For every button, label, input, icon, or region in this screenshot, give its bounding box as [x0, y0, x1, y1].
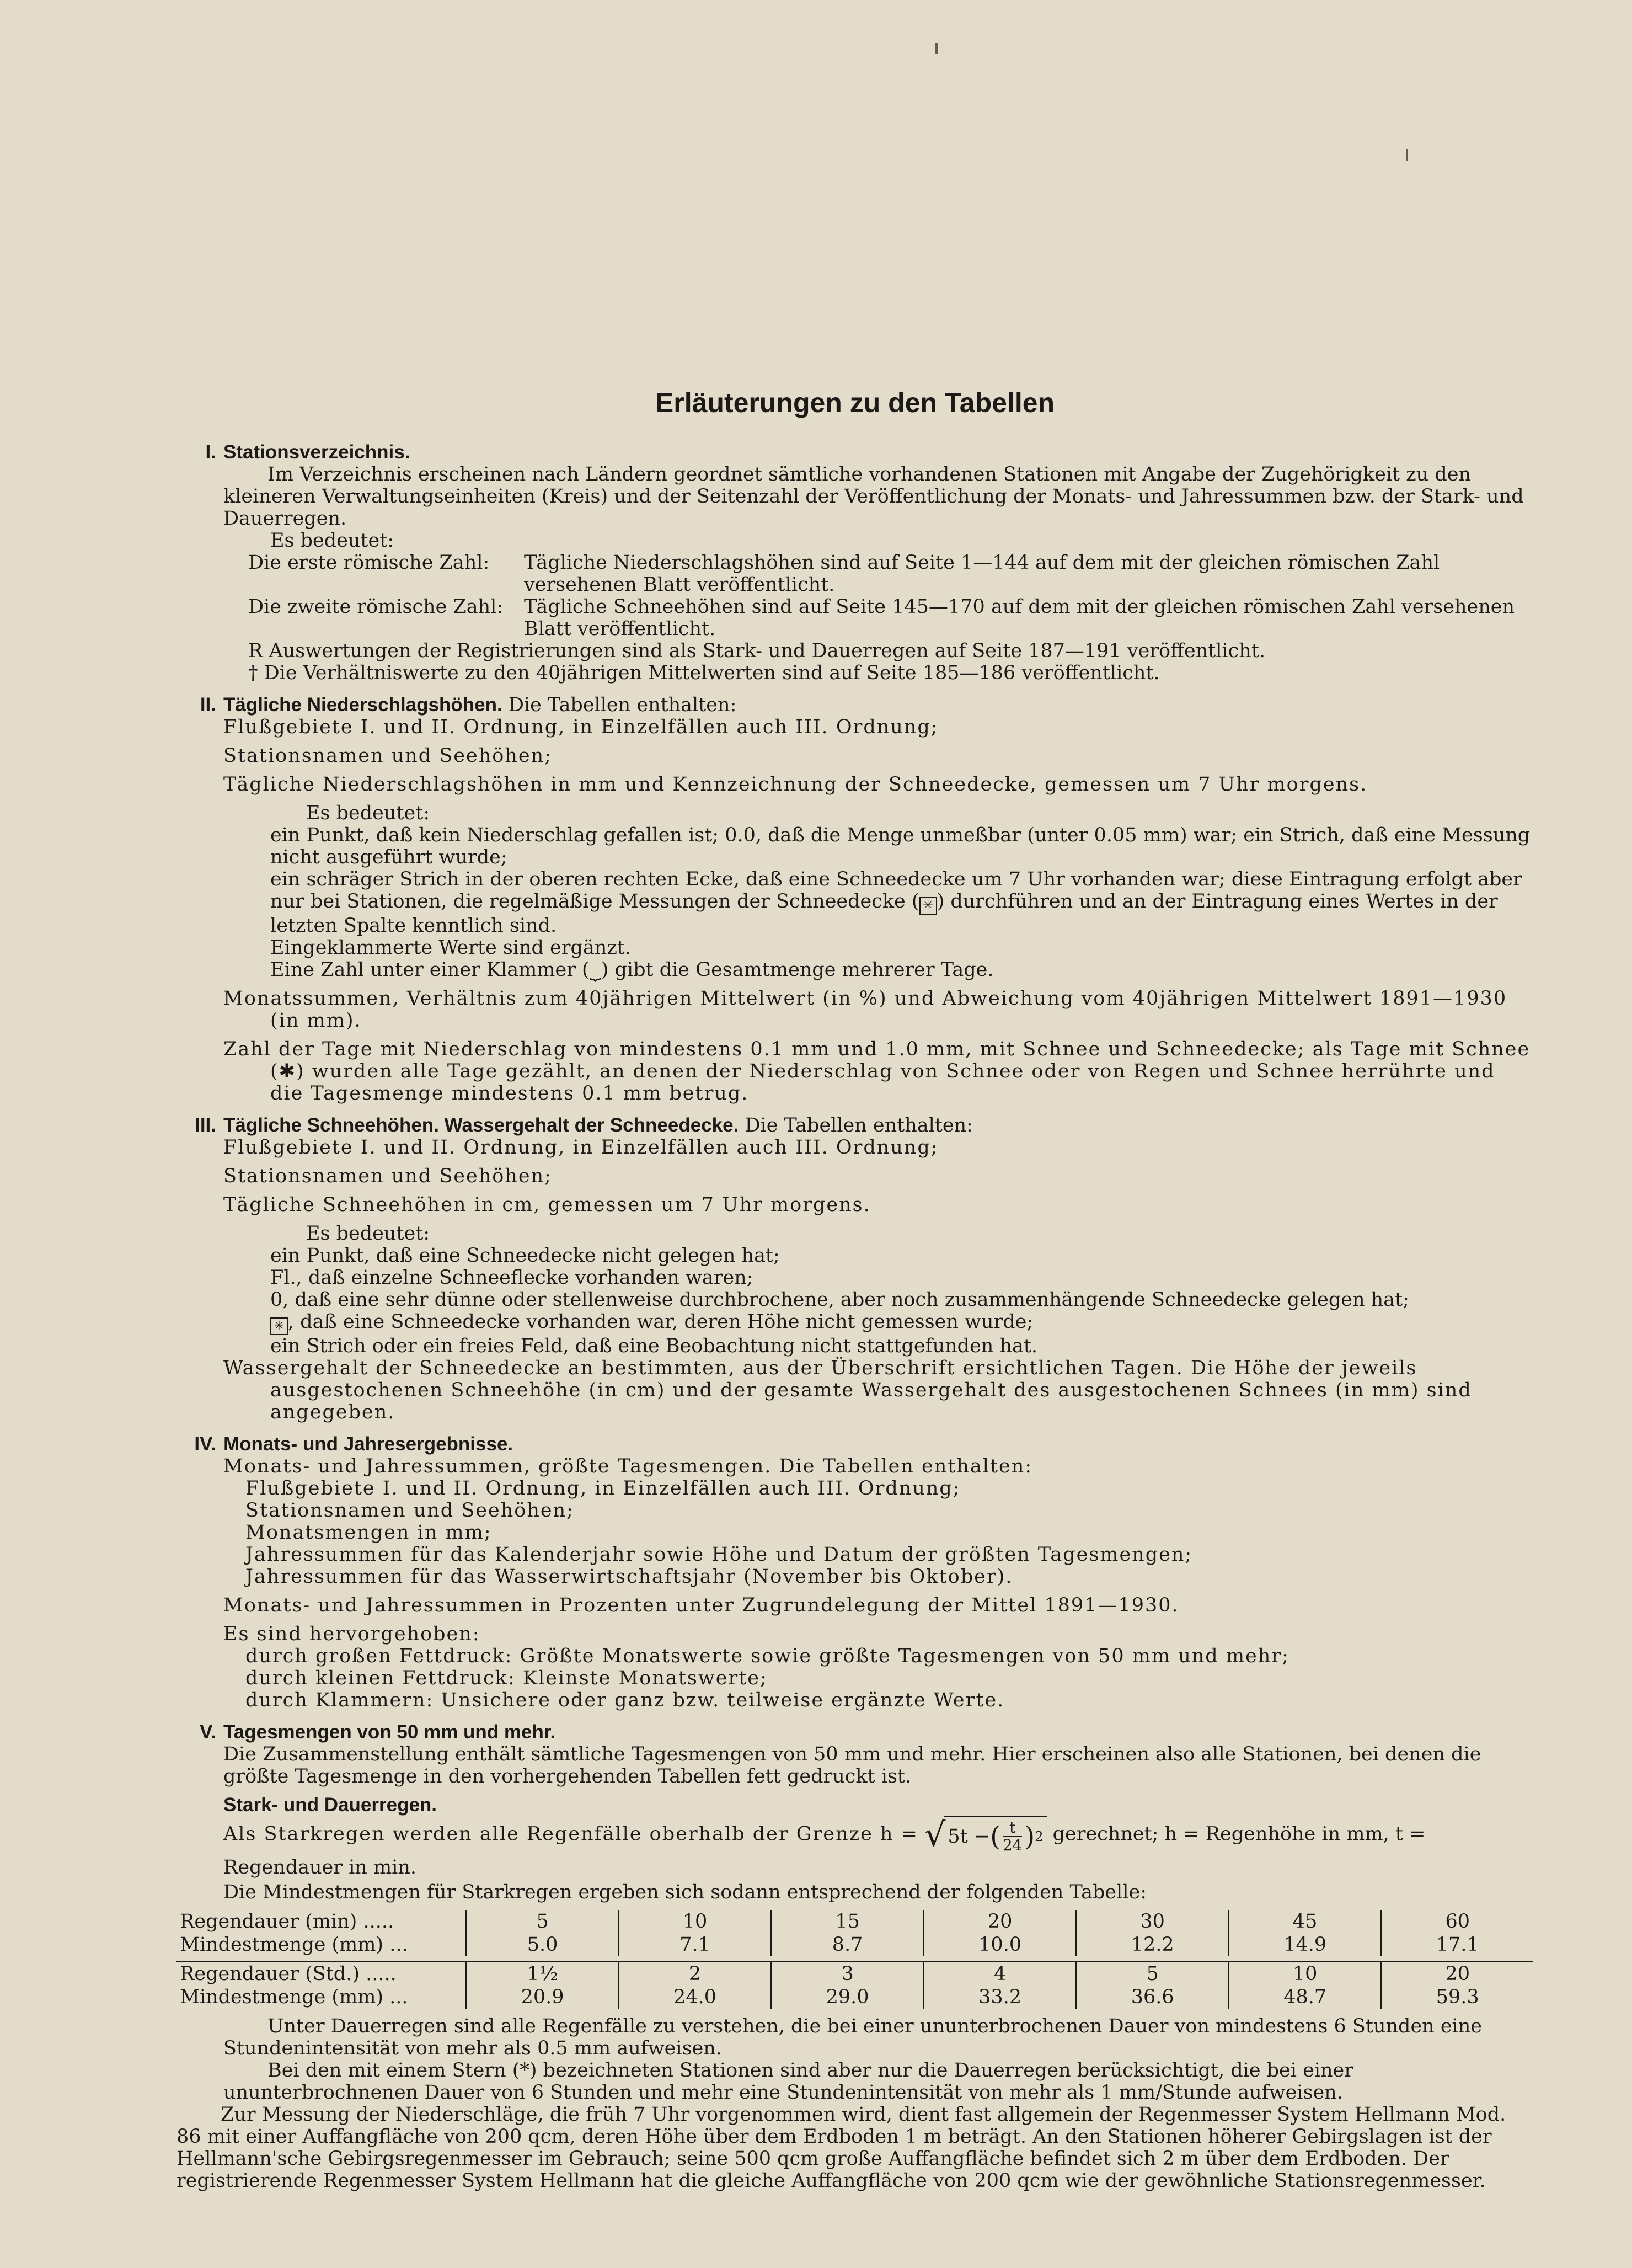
- section-number: V.: [200, 1721, 216, 1743]
- meaning-text: ) durchführen und an der Eintragung eines Wertes in der letzten Spalte kenntlich sind.: [270, 890, 1498, 937]
- section-title: Stationsverzeichnis.: [223, 441, 410, 463]
- contents-item: Tägliche Niederschlagshöhen in mm und Kennzeichnung der Schneedecke, gemessen um 7 Uhr morgens.: [223, 773, 1368, 796]
- page-title: Erläuterungen zu den Tabellen: [655, 387, 1055, 418]
- contents-item: Tägliche Schneehöhen in cm, gemessen um 7 Uhr morgens.: [223, 1194, 871, 1216]
- table-cell: 24.0: [619, 1986, 772, 2009]
- contents-item: Stationsnamen und Seehöhen;: [223, 745, 552, 767]
- snow-cover-icon: ✳: [919, 897, 937, 915]
- meaning-item: ein Punkt, daß kein Niederschlag gefallen ist; 0.0, daß die Menge unmeßbar (unter 0.05 mm) war; ein Strich, daß eine Messung nicht ausgeführt wurde;: [270, 824, 1531, 868]
- table-cell: 12.2: [1076, 1933, 1229, 1956]
- definition-text: Tägliche Schneehöhen sind auf Seite 145—170 auf dem mit der gleichen römischen Zahl versehenen Blatt veröffentlicht.: [524, 596, 1515, 640]
- table-cell: 60: [1381, 1910, 1533, 1933]
- formula-radicand: [944, 1816, 1046, 1854]
- section-heading: [176, 1114, 1533, 1136]
- separator-cell: [176, 1956, 1533, 1962]
- contents-item: Es sind hervorgehoben:: [223, 1623, 480, 1645]
- section-title: Tagesmengen von 50 mm und mehr.: [223, 1721, 556, 1743]
- row-label: Mindestmenge (mm) ...: [180, 1934, 408, 1956]
- row-label: Regendauer (min) .....: [180, 1911, 394, 1933]
- section-niederschlagshoehen: [176, 694, 1533, 1104]
- section-title: Tägliche Schneehöhen. Wassergehalt der Schneedecke.: [223, 1114, 739, 1136]
- table-cell: 10: [619, 1910, 772, 1933]
- contents-item: Zahl der Tage mit Niederschlag von mindestens 0.1 mm und 1.0 mm, mit Schnee und Schneedecke; als Tage mit Schnee (✱) wurden alle Tage gezählt, an denen der Niederschlag von Schnee oder von Regen und Schnee herrührte und die Tagesmenge mindestens 0.1 mm betrug.: [223, 1038, 1531, 1104]
- table-row: [176, 1933, 1533, 1956]
- table-row: [176, 1986, 1533, 2009]
- row-label: Regendauer (Std.) .....: [180, 1963, 397, 1985]
- meaning-item: ein Punkt, daß eine Schneedecke nicht gelegen hat;: [270, 1245, 780, 1267]
- definition-text: Tägliche Niederschlagshöhen sind auf Seite 1—144 auf dem mit der gleichen römischen Zahl versehenen Blatt veröffentlicht.: [524, 552, 1440, 596]
- table-row: [176, 1962, 1533, 1986]
- contents-item: Monats- und Jahressummen, größte Tagesmengen. Die Tabellen enthalten:: [223, 1455, 1033, 1477]
- table-cell: 17.1: [1381, 1933, 1533, 1956]
- contents-item: Wassergehalt der Schneedecke an bestimmten, aus der Überschrift ersichtlichen Tagen. Die Höhe der jeweils ausgestochenen Schneehöhe (in cm) und der gesamte Wassergehalt des ausgestochenen Schnees (in mm) sind angegeben.: [223, 1357, 1472, 1423]
- subheading: Stark- und Dauerregen.: [223, 1794, 437, 1816]
- formula-term: 5t −: [948, 1826, 991, 1848]
- table-cell: 4: [924, 1962, 1077, 1986]
- table-body: [176, 1910, 1533, 2009]
- section-lead: Die Tabellen enthalten:: [508, 694, 737, 716]
- section-heading: [176, 441, 1533, 463]
- paragraph: Im Verzeichnis erscheinen nach Ländern geordnet sämtliche vorhandenen Stationen mit Angabe der Zugehörigkeit zu den kleineren Verwaltungseinheiten (Kreis) und der Seitenzahl der Veröffentlichung der Monats- und Jahressummen bzw. der Stark- und Dauerregen.: [223, 463, 1524, 530]
- section-heading: [176, 1721, 1533, 1743]
- table-cell: 45: [1229, 1910, 1382, 1933]
- row-label: Mindestmenge (mm) ...: [180, 1986, 408, 2008]
- section-tagesmengen: [176, 1721, 1533, 2192]
- minimum-amounts-table: [176, 1910, 1533, 2009]
- meaning-item: [176, 1311, 1533, 1335]
- es-bedeutet: Es bedeutet:: [306, 1223, 430, 1245]
- meaning-item: 0, daß eine sehr dünne oder stellenweise durchbrochene, aber noch zusammenhängende Schneedecke gelegen hat;: [270, 1289, 1409, 1311]
- contents-item: Flußgebiete I. und II. Ordnung, in Einzelfällen auch III. Ordnung;: [223, 1136, 939, 1159]
- definition-row: [176, 552, 1533, 596]
- table-cell: 7.1: [619, 1933, 772, 1956]
- paragraph: Bei den mit einem Stern (*) bezeichneten Stationen sind aber nur die Dauerregen berücksichtigt, die bei einer ununterbrochnenen Dauer von 6 Stunden und mehr eine Stundenintensität von mehr als 1 mm/Stunde aufweisen.: [223, 2059, 1353, 2104]
- square-root-icon: √: [924, 1816, 946, 1854]
- contents-item: durch großen Fettdruck: Größte Monatswerte sowie größte Tagesmengen von 50 mm und mehr;: [245, 1645, 1289, 1667]
- section-heading: [176, 1433, 1533, 1455]
- table-cell: 5: [1076, 1962, 1229, 1986]
- contents-item: Monatssummen, Verhältnis zum 40jährigen Mittelwert (in %) und Abweichung vom 40jährigen Mittelwert 1891—1930 (in mm).: [223, 988, 1507, 1032]
- contents-item: Stationsnamen und Seehöhen;: [245, 1499, 574, 1522]
- meaning-item: [176, 868, 1533, 937]
- contents-item: Flußgebiete I. und II. Ordnung, in Einzelfällen auch III. Ordnung;: [223, 716, 939, 738]
- section-lead: Die Tabellen enthalten:: [745, 1114, 973, 1136]
- fraction-denominator: 24: [1002, 1836, 1023, 1854]
- formula-fraction: [1003, 1819, 1023, 1854]
- table-cell: 5.0: [466, 1933, 619, 1956]
- table-cell: 5: [466, 1910, 619, 1933]
- contents-item: durch Klammern: Unsichere oder ganz bzw. teilweise ergänzte Werte.: [245, 1689, 1005, 1711]
- section-monats-jahresergebnisse: [176, 1433, 1533, 1711]
- es-bedeutet: Es bedeutet:: [270, 530, 394, 552]
- definition-label: Die erste römische Zahl:: [248, 552, 490, 574]
- contents-item: Monats- und Jahressummen in Prozenten unter Zugrundelegung der Mittel 1891—1930.: [223, 1594, 1179, 1616]
- section-stationsverzeichnis: [176, 441, 1533, 684]
- left-paren-icon: (: [990, 1821, 1000, 1852]
- section-number: II.: [200, 694, 216, 716]
- table-cell: 15: [771, 1910, 924, 1933]
- meaning-item: Eingeklammerte Werte sind ergänzt.: [270, 937, 631, 959]
- contents-item: Flußgebiete I. und II. Ordnung, in Einzelfällen auch III. Ordnung;: [245, 1477, 961, 1499]
- formula: [924, 1816, 1046, 1854]
- contents-item: Jahressummen für das Kalenderjahr sowie Höhe und Datum der größten Tagesmengen;: [245, 1544, 1193, 1566]
- contents-item: Monatsmengen in mm;: [245, 1522, 492, 1544]
- snow-cover-icon: ✳: [270, 1317, 288, 1335]
- formula-outro: gerechnet; h = Regenhöhe in mm, t = Regendauer in min.: [223, 1823, 1426, 1879]
- paragraph: Die Zusammenstellung enthält sämtliche Tagesmengen von 50 mm und mehr. Hier erscheinen also alle Stationen, bei denen die größte Tagesmenge in den vorhergehenden Tabellen fett gedruckt ist.: [223, 1743, 1481, 1787]
- table-cell: 3: [771, 1962, 924, 1986]
- meaning-item: Eine Zahl unter einer Klammer (⏟) gibt die Gesamtmenge mehrerer Tage.: [270, 959, 994, 981]
- definition-label: Die zweite römische Zahl:: [248, 596, 504, 618]
- section-heading: [176, 694, 1533, 716]
- registration-note: R Auswertungen der Registrierungen sind als Stark- und Dauerregen auf Seite 187—191 veröffentlicht.: [248, 640, 1266, 662]
- formula-exponent: 2: [1035, 1829, 1044, 1844]
- table-cell: 2: [619, 1962, 772, 1986]
- paragraph: Zur Messung der Niederschläge, die früh 7 Uhr vorgenommen wird, dient fast allgemein der Regenmesser System Hellmann Mod. 86 mit einer Auffangfläche von 200 qcm, deren Höhe über dem Erdboden 1 m beträgt. An den Stationen höherer Gebirgslagen ist der Hellmann'sche Gebirgsregenmesser im Gebrauch; seine 500 qcm große Auffangfläche befindet sich 2 m über dem Erdboden. Der registrierende Regenmesser System Hellmann hat die gleiche Auffangfläche von 200 qcm wie der gewöhnliche Stationsregenmesser.: [176, 2104, 1506, 2192]
- table-row: [176, 1910, 1533, 1933]
- contents-item: durch kleinen Fettdruck: Kleinste Monatswerte;: [245, 1667, 768, 1689]
- contents-item: Stationsnamen und Seehöhen;: [223, 1165, 552, 1187]
- page-speck: [1406, 149, 1408, 161]
- table-separator: [176, 1956, 1533, 1962]
- paragraph: Die Mindestmengen für Starkregen ergeben sich sodann entsprechend der folgenden Tabelle:: [223, 1881, 1147, 1903]
- formula-intro: Als Starkregen werden alle Regenfälle oberhalb der Grenze h =: [223, 1823, 918, 1845]
- table-cell: 59.3: [1381, 1986, 1533, 2009]
- right-paren-icon: ): [1024, 1821, 1035, 1852]
- meaning-item: ein Strich oder ein freies Feld, daß eine Beobachtung nicht stattgefunden hat.: [270, 1335, 1038, 1357]
- meaning-item: Fl., daß einzelne Schneeflecke vorhanden waren;: [270, 1267, 753, 1289]
- formula-line: [176, 1816, 1533, 1881]
- ratio-note: † Die Verhältniswerte zu den 40jährigen Mittelwerten sind auf Seite 185—186 veröffentlicht.: [248, 662, 1160, 684]
- table-cell: 30: [1076, 1910, 1229, 1933]
- table-cell: 36.6: [1076, 1986, 1229, 2009]
- meaning-text: ein schräger Strich in der oberen rechten Ecke, daß eine Schneedecke um 7 Uhr vorhanden war; diese Eintragung erfolgt aber nur bei Stationen, die regelmäßige Messungen der Schneedecke (: [270, 868, 1522, 912]
- meaning-text: , daß eine Schneedecke vorhanden war, deren Höhe nicht gemessen wurde;: [288, 1311, 1034, 1333]
- table-cell: 20: [924, 1910, 1077, 1933]
- table-cell: 8.7: [771, 1933, 924, 1956]
- es-bedeutet: Es bedeutet:: [306, 802, 430, 824]
- definition-row: [176, 596, 1533, 640]
- section-title: Tägliche Niederschlagshöhen.: [223, 694, 502, 716]
- table-cell: 10: [1229, 1962, 1382, 1986]
- section-schneehoehen: [176, 1114, 1533, 1423]
- table-cell: 29.0: [771, 1986, 924, 2009]
- table-cell: 20.9: [466, 1986, 619, 2009]
- section-number: IV.: [194, 1433, 216, 1455]
- fraction-numerator: t: [1009, 1818, 1016, 1837]
- paragraph: Unter Dauerregen sind alle Regenfälle zu verstehen, die bei einer ununterbrochenen Dauer von mindestens 6 Stunden eine Stundenintensität von mehr als 0.5 mm aufweisen.: [223, 2015, 1482, 2059]
- section-number: III.: [195, 1114, 216, 1136]
- explanations-content: [176, 386, 1533, 2192]
- table-cell: 1½: [466, 1962, 619, 1986]
- table-cell: 14.9: [1229, 1933, 1382, 1956]
- table-cell: 10.0: [924, 1933, 1077, 1956]
- table-cell: 33.2: [924, 1986, 1077, 2009]
- page-speck: [935, 43, 938, 54]
- table-cell: 48.7: [1229, 1986, 1382, 2009]
- section-number: I.: [205, 441, 216, 463]
- section-title: Monats- und Jahresergebnisse.: [223, 1433, 513, 1455]
- table-cell: 20: [1381, 1962, 1533, 1986]
- contents-item: Jahressummen für das Wasserwirtschaftsjahr (November bis Oktober).: [245, 1566, 1013, 1588]
